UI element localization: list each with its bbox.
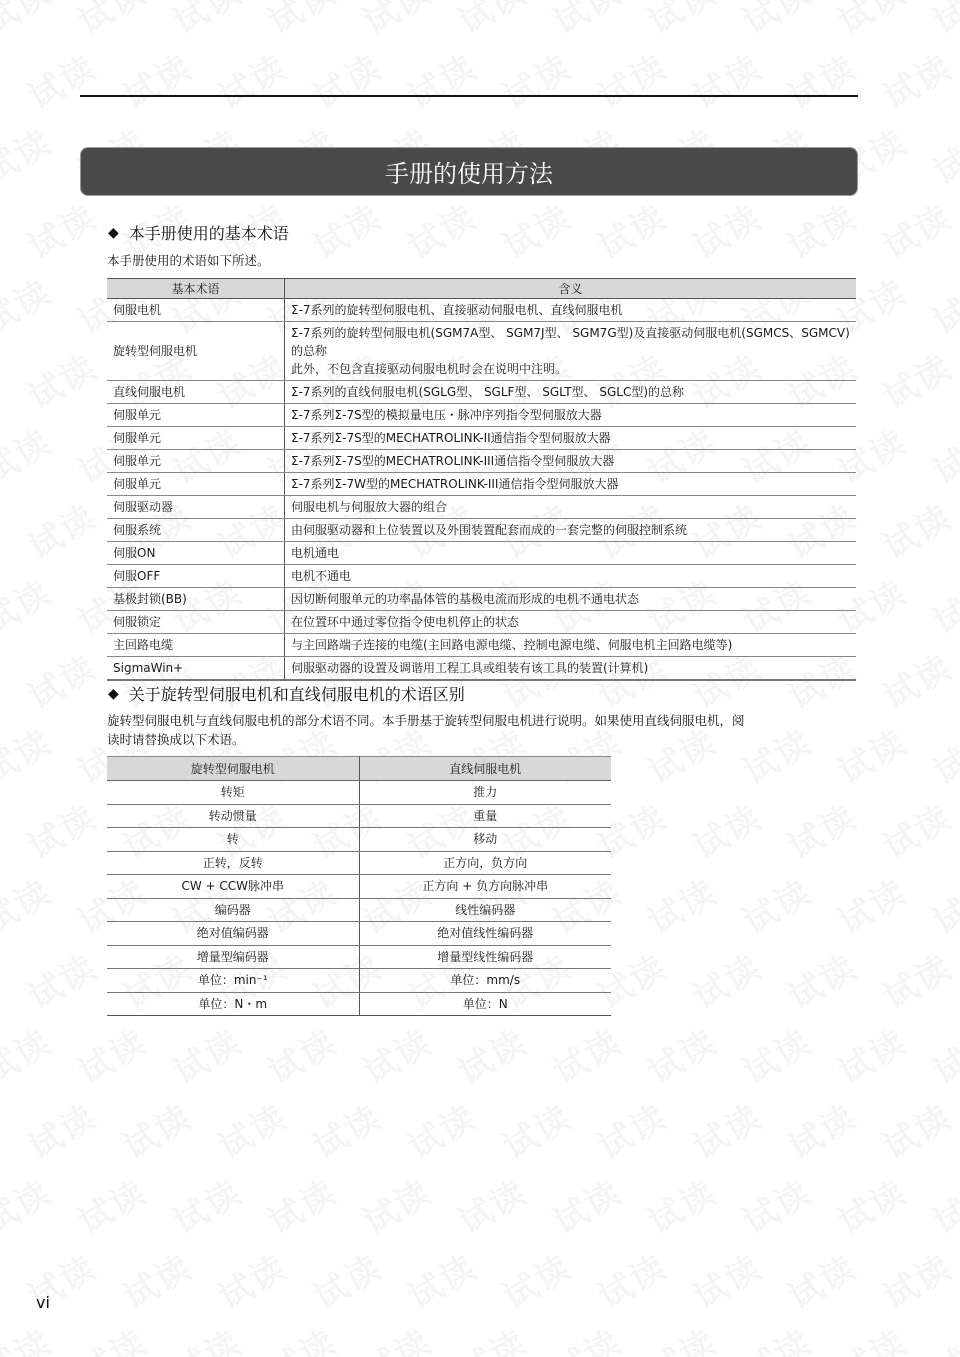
watermark-text xyxy=(638,1015,725,1093)
watermark-text xyxy=(733,1015,820,1093)
watermark-text xyxy=(303,40,390,118)
watermark-text xyxy=(258,1315,345,1357)
watermark-text xyxy=(18,940,105,1018)
watermark-text xyxy=(68,1015,155,1093)
linear-term-cell: 推力 xyxy=(359,781,611,805)
watermark-text xyxy=(68,1315,155,1357)
watermark-text xyxy=(18,490,105,568)
meaning-line: 电机通电 xyxy=(291,546,340,560)
watermark-text xyxy=(353,1015,440,1093)
rotary-term-cell: 转 xyxy=(107,828,359,852)
watermark-text xyxy=(873,190,960,268)
watermark-text xyxy=(828,865,915,943)
table-row xyxy=(107,634,856,657)
watermark-text xyxy=(828,1315,915,1357)
watermark-text xyxy=(18,40,105,118)
term-cell: 伺服驱动器 xyxy=(107,496,285,519)
watermark-text xyxy=(923,115,960,193)
watermark-text xyxy=(493,1090,580,1168)
table-row xyxy=(107,898,611,922)
meaning-line: Σ-7系列Σ-7S型的模拟量电压・脉冲序列指令型伺服放大器 xyxy=(291,408,602,422)
intro-line: 旋转型伺服电机与直线伺服电机的部分术语不同。本手册基于旋转型伺服电机进行说明。如果使用直线伺服电机，阅 xyxy=(107,713,745,728)
watermark-text xyxy=(163,1165,250,1243)
table-row xyxy=(107,992,611,1016)
table-row xyxy=(107,781,611,805)
watermark-text xyxy=(923,715,960,793)
basic-terms-table xyxy=(107,278,856,681)
table-row xyxy=(107,657,856,681)
watermark-text xyxy=(543,1165,630,1243)
watermark-text xyxy=(778,1240,865,1318)
watermark-text xyxy=(543,0,630,44)
watermark-text xyxy=(873,1240,960,1318)
watermark-text xyxy=(18,1090,105,1168)
table-row xyxy=(107,542,856,565)
meaning-cell xyxy=(285,542,857,565)
watermark-text xyxy=(18,340,105,418)
watermark-text xyxy=(923,1165,960,1243)
watermark-text xyxy=(398,1240,485,1318)
table-row xyxy=(107,299,856,322)
linear-term-cell: 重量 xyxy=(359,804,611,828)
table-row xyxy=(107,322,856,381)
watermark-text xyxy=(113,1240,200,1318)
linear-term-cell: 正方向 + 负方向脉冲串 xyxy=(359,875,611,899)
watermark-text xyxy=(733,865,820,943)
watermark-text xyxy=(588,1090,675,1168)
watermark-text xyxy=(398,190,485,268)
watermark-text xyxy=(683,940,770,1018)
watermark-text xyxy=(68,0,155,44)
watermark-text xyxy=(353,1165,440,1243)
watermark-text xyxy=(258,1165,345,1243)
watermark-text xyxy=(923,0,960,44)
watermark-text xyxy=(68,1165,155,1243)
table-row xyxy=(107,473,856,496)
watermark-text xyxy=(778,190,865,268)
watermark-text xyxy=(828,715,915,793)
meaning-cell xyxy=(285,404,857,427)
table-header-row xyxy=(107,757,611,781)
meaning-line: Σ-7系列Σ-7S型的MECHATROLINK-III通信指令型伺服放大器 xyxy=(291,454,615,468)
watermark-text xyxy=(448,1015,535,1093)
meaning-cell xyxy=(285,299,857,322)
meaning-cell xyxy=(285,450,857,473)
term-cell: 伺服单元 xyxy=(107,473,285,496)
section-intro: 本手册使用的术语如下所述。 xyxy=(107,253,270,268)
meaning-cell xyxy=(285,588,857,611)
table-header-row xyxy=(107,279,856,299)
table-row xyxy=(107,496,856,519)
meaning-line: Σ-7系列的旋转型伺服电机、直接驱动伺服电机、直线伺服电机 xyxy=(291,303,623,317)
watermark-text xyxy=(873,490,960,568)
watermark-text xyxy=(163,1015,250,1093)
term-cell: 直线伺服电机 xyxy=(107,381,285,404)
term-cell: 伺服ON xyxy=(107,542,285,565)
watermark-text xyxy=(873,940,960,1018)
table-row xyxy=(107,804,611,828)
meaning-line: Σ-7系列的旋转型伺服电机(SGM7A型、 SGM7J型、 SGM7G型)及直接驱动伺服电机(SGMCS、SGMCV)的总称 xyxy=(291,326,850,358)
linear-term-cell: 绝对值线性编码器 xyxy=(359,922,611,946)
watermark-text xyxy=(638,1165,725,1243)
watermark-text xyxy=(543,1315,630,1357)
watermark-text xyxy=(208,1240,295,1318)
diamond-bullet-icon: ◆ xyxy=(108,685,119,702)
watermark-text xyxy=(588,190,675,268)
watermark-text xyxy=(303,1240,390,1318)
top-rule-divider xyxy=(80,95,858,97)
diamond-bullet-icon: ◆ xyxy=(108,224,119,241)
watermark-text xyxy=(733,715,820,793)
term-cell: 伺服电机 xyxy=(107,299,285,322)
meaning-line: 此外，不包含直接驱动伺服电机时会在说明中注明。 xyxy=(291,362,568,376)
section-heading-term-differences xyxy=(108,682,465,705)
meaning-line: Σ-7系列Σ-7S型的MECHATROLINK-II通信指令型伺服放大器 xyxy=(291,431,611,445)
page-title: 手册的使用方法 xyxy=(385,160,553,188)
watermark-text xyxy=(778,790,865,868)
rotary-term-cell: 编码器 xyxy=(107,898,359,922)
watermark-text xyxy=(683,790,770,868)
watermark-text xyxy=(778,940,865,1018)
table-row xyxy=(107,565,856,588)
intro-line: 读时请替换成以下术语。 xyxy=(107,732,245,747)
term-cell: 主回路电缆 xyxy=(107,634,285,657)
watermark-text xyxy=(733,1165,820,1243)
term-cell: 伺服OFF xyxy=(107,565,285,588)
rotary-term-cell: 转动惯量 xyxy=(107,804,359,828)
watermark-text xyxy=(588,40,675,118)
page-number: vi xyxy=(36,1293,50,1312)
watermark-text xyxy=(683,1090,770,1168)
term-cell: 伺服单元 xyxy=(107,427,285,450)
watermark-text xyxy=(923,865,960,943)
term-cell: 旋转型伺服电机 xyxy=(107,322,285,381)
meaning-line: 因切断伺服单元的功率晶体管的基极电流而形成的电机不通电状态 xyxy=(291,592,640,606)
linear-term-cell: 增量型线性编码器 xyxy=(359,945,611,969)
watermark-text xyxy=(448,1315,535,1357)
meaning-line: Σ-7系列的直线伺服电机(SGLG型、 SGLF型、 SGLT型、 SGLC型)的总称 xyxy=(291,385,685,399)
meaning-line: 伺服驱动器的设置及调谐用工程工具或组装有该工具的装置(计算机) xyxy=(291,661,649,675)
watermark-text xyxy=(493,40,580,118)
watermark-text xyxy=(303,190,390,268)
table-row xyxy=(107,450,856,473)
term-cell: 伺服单元 xyxy=(107,450,285,473)
watermark-text xyxy=(208,40,295,118)
watermark-text xyxy=(683,190,770,268)
table-row xyxy=(107,851,611,875)
column-header-meaning: 含义 xyxy=(285,279,857,299)
watermark-text xyxy=(113,40,200,118)
table-row xyxy=(107,381,856,404)
watermark-text xyxy=(828,0,915,44)
table-row xyxy=(107,427,856,450)
watermark-text xyxy=(873,340,960,418)
watermark-text xyxy=(923,1015,960,1093)
watermark-text xyxy=(258,1015,345,1093)
watermark-text xyxy=(0,1015,59,1093)
watermark-text xyxy=(163,0,250,44)
watermark-text xyxy=(18,190,105,268)
watermark-text xyxy=(778,40,865,118)
watermark-text xyxy=(493,1240,580,1318)
watermark-text xyxy=(258,0,345,44)
watermark-text xyxy=(0,865,59,943)
watermark-text xyxy=(163,1315,250,1357)
meaning-line: 伺服电机与伺服放大器的组合 xyxy=(291,500,448,514)
section-heading-text: 本手册使用的基本术语 xyxy=(128,224,289,243)
linear-term-cell: 单位：mm/s xyxy=(359,969,611,993)
watermark-text xyxy=(733,0,820,44)
meaning-cell xyxy=(285,519,857,542)
watermark-text xyxy=(828,1165,915,1243)
term-cell: 基极封锁(BB) xyxy=(107,588,285,611)
section-heading-text: 关于旋转型伺服电机和直线伺服电机的术语区别 xyxy=(128,685,465,704)
watermark-text xyxy=(638,1315,725,1357)
rotary-term-cell: 绝对值编码器 xyxy=(107,922,359,946)
watermark-text xyxy=(588,1240,675,1318)
watermark-text xyxy=(113,1090,200,1168)
watermark-text xyxy=(873,40,960,118)
linear-term-cell: 单位：N xyxy=(359,992,611,1016)
watermark-text xyxy=(923,565,960,643)
meaning-cell xyxy=(285,634,857,657)
table-row xyxy=(107,404,856,427)
page-title-banner xyxy=(80,147,858,196)
watermark-text xyxy=(18,640,105,718)
meaning-line: 在位置环中通过零位指令使电机停止的状态 xyxy=(291,615,520,629)
meaning-cell xyxy=(285,496,857,519)
watermark-text xyxy=(0,415,59,493)
watermark-text xyxy=(353,0,440,44)
watermark-text xyxy=(0,265,59,343)
watermark-text xyxy=(873,640,960,718)
watermark-text xyxy=(683,40,770,118)
meaning-cell xyxy=(285,565,857,588)
watermark-text xyxy=(448,0,535,44)
meaning-cell xyxy=(285,322,857,381)
watermark-text xyxy=(683,1240,770,1318)
watermark-text xyxy=(923,415,960,493)
watermark-text xyxy=(208,1090,295,1168)
linear-term-cell: 线性编码器 xyxy=(359,898,611,922)
table-row xyxy=(107,945,611,969)
watermark-text xyxy=(303,1090,390,1168)
watermark-text xyxy=(353,1315,440,1357)
watermark-text xyxy=(493,190,580,268)
linear-term-cell: 正方向，负方向 xyxy=(359,851,611,875)
term-cell: 伺服单元 xyxy=(107,404,285,427)
watermark-text xyxy=(638,0,725,44)
watermark-text xyxy=(733,1315,820,1357)
watermark-text xyxy=(873,1090,960,1168)
watermark-text xyxy=(0,565,59,643)
meaning-cell xyxy=(285,473,857,496)
watermark-text xyxy=(828,1015,915,1093)
column-header-linear: 直线伺服电机 xyxy=(359,757,611,781)
watermark-text xyxy=(923,1315,960,1357)
section-intro xyxy=(107,711,745,749)
watermark-text xyxy=(923,265,960,343)
table-row xyxy=(107,969,611,993)
meaning-line: 由伺服驱动器和上位装置以及外围装置配套而成的一套完整的伺服控制系统 xyxy=(291,523,688,537)
watermark-text xyxy=(0,1165,59,1243)
meaning-line: 与主回路端子连接的电缆(主回路电源电缆、控制电源电缆、伺服电机主回路电缆等) xyxy=(291,638,733,652)
column-header-rotary: 旋转型伺服电机 xyxy=(107,757,359,781)
table-row xyxy=(107,875,611,899)
term-cell: 伺服锁定 xyxy=(107,611,285,634)
meaning-cell xyxy=(285,657,857,681)
table-row xyxy=(107,588,856,611)
watermark-text xyxy=(0,1315,59,1357)
watermark-text xyxy=(398,1090,485,1168)
linear-term-cell: 移动 xyxy=(359,828,611,852)
term-cell: 伺服系统 xyxy=(107,519,285,542)
watermark-text xyxy=(0,115,59,193)
watermark-text xyxy=(0,715,59,793)
watermark-text xyxy=(0,0,59,44)
table-row xyxy=(107,519,856,542)
meaning-cell xyxy=(285,611,857,634)
term-cell: SigmaWin+ xyxy=(107,657,285,681)
rotary-term-cell: 单位：N・m xyxy=(107,992,359,1016)
table-row xyxy=(107,922,611,946)
watermark-text xyxy=(873,790,960,868)
watermark-text xyxy=(778,1090,865,1168)
watermark-text xyxy=(18,790,105,868)
watermark-text xyxy=(18,1240,105,1318)
watermark-text xyxy=(448,1165,535,1243)
rotary-term-cell: 转矩 xyxy=(107,781,359,805)
section-heading-basic-terms xyxy=(108,221,289,244)
meaning-line: Σ-7系列Σ-7W型的MECHATROLINK-III通信指令型伺服放大器 xyxy=(291,477,619,491)
meaning-cell xyxy=(285,427,857,450)
table-row xyxy=(107,828,611,852)
table-row xyxy=(107,611,856,634)
term-comparison-table xyxy=(107,756,611,1016)
watermark-text xyxy=(543,1015,630,1093)
column-header-term: 基本术语 xyxy=(107,279,285,299)
meaning-cell xyxy=(285,381,857,404)
rotary-term-cell: 正转，反转 xyxy=(107,851,359,875)
rotary-term-cell: 增量型编码器 xyxy=(107,945,359,969)
watermark-text xyxy=(638,865,725,943)
rotary-term-cell: CW + CCW脉冲串 xyxy=(107,875,359,899)
meaning-line: 电机不通电 xyxy=(291,569,352,583)
watermark-text xyxy=(398,40,485,118)
rotary-term-cell: 单位：min⁻¹ xyxy=(107,969,359,993)
